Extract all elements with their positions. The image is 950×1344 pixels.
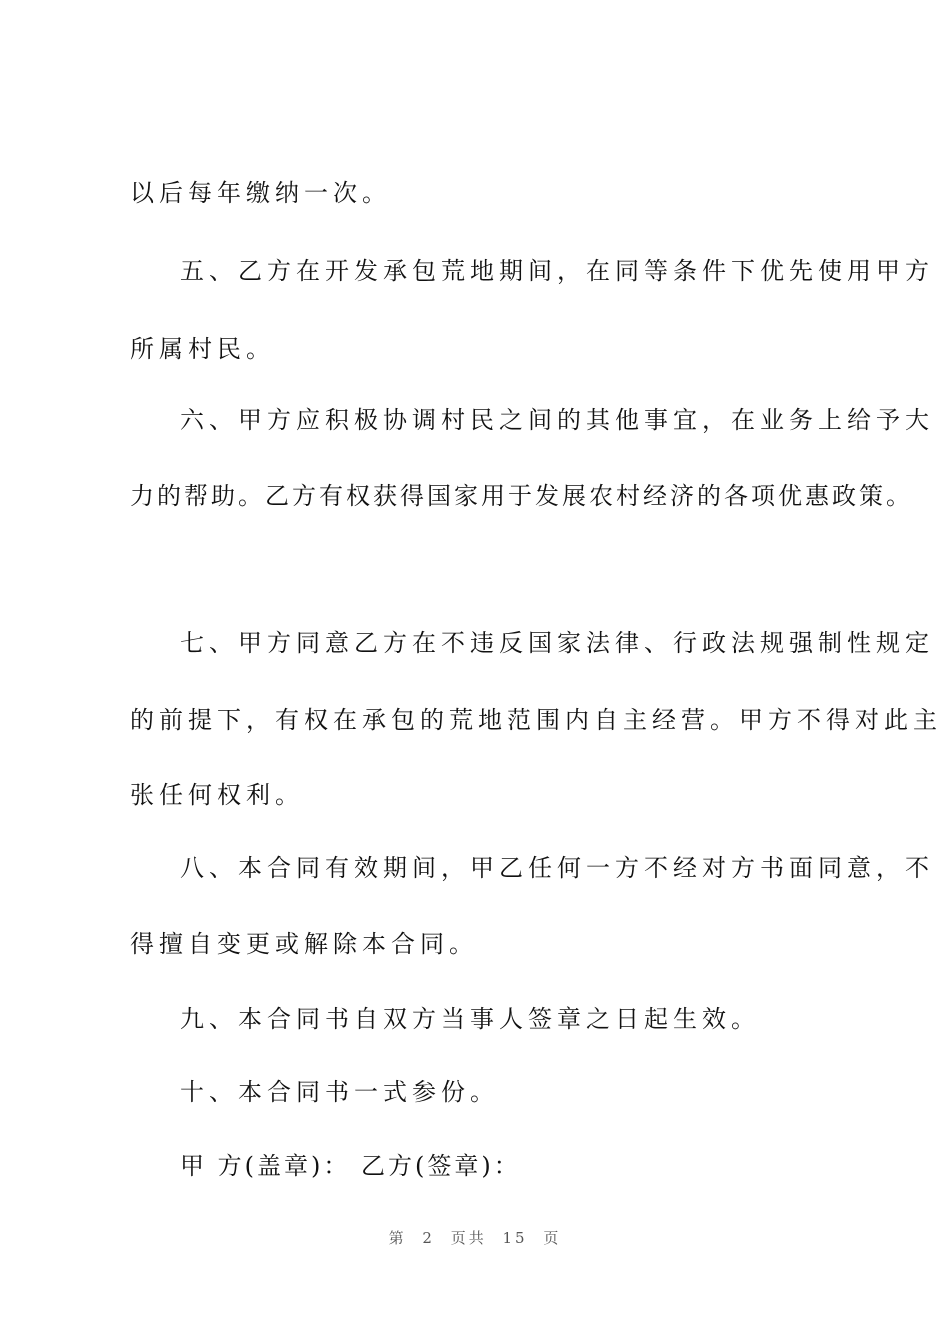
- clause-7-line-2: 的前提下，有权在承包的荒地范围内自主经营。甲方不得对此主: [130, 706, 942, 734]
- clause-7-line-1: 七、甲方同意乙方在不违反国家法律、行政法规强制性规定: [180, 629, 934, 657]
- clause-6-line-2: 力的帮助。乙方有权获得国家用于发展农村经济的各项优惠政策。: [130, 482, 913, 510]
- clause-8-line-1: 八、本合同有效期间，甲乙任何一方不经对方书面同意，不: [180, 854, 934, 882]
- page-footer: 第 2 页共 15 页: [388, 1229, 562, 1247]
- paragraph-line: 以后每年缴纳一次。: [130, 179, 391, 207]
- clause-7-line-3: 张任何权利。: [130, 781, 304, 809]
- clause-9-line: 九、本合同书自双方当事人签章之日起生效。: [180, 1005, 760, 1033]
- clause-6-line-1: 六、甲方应积极协调村民之间的其他事宜，在业务上给予大: [180, 406, 934, 434]
- clause-8-line-2: 得擅自变更或解除本合同。: [130, 930, 478, 958]
- clause-5-line-1: 五、乙方在开发承包荒地期间，在同等条件下优先使用甲方: [180, 257, 934, 285]
- signature-line: 甲 方(盖章)： 乙方(签章)：: [180, 1152, 521, 1180]
- clause-10-line: 十、本合同书一式参份。: [180, 1078, 499, 1106]
- clause-5-line-2: 所属村民。: [130, 335, 275, 363]
